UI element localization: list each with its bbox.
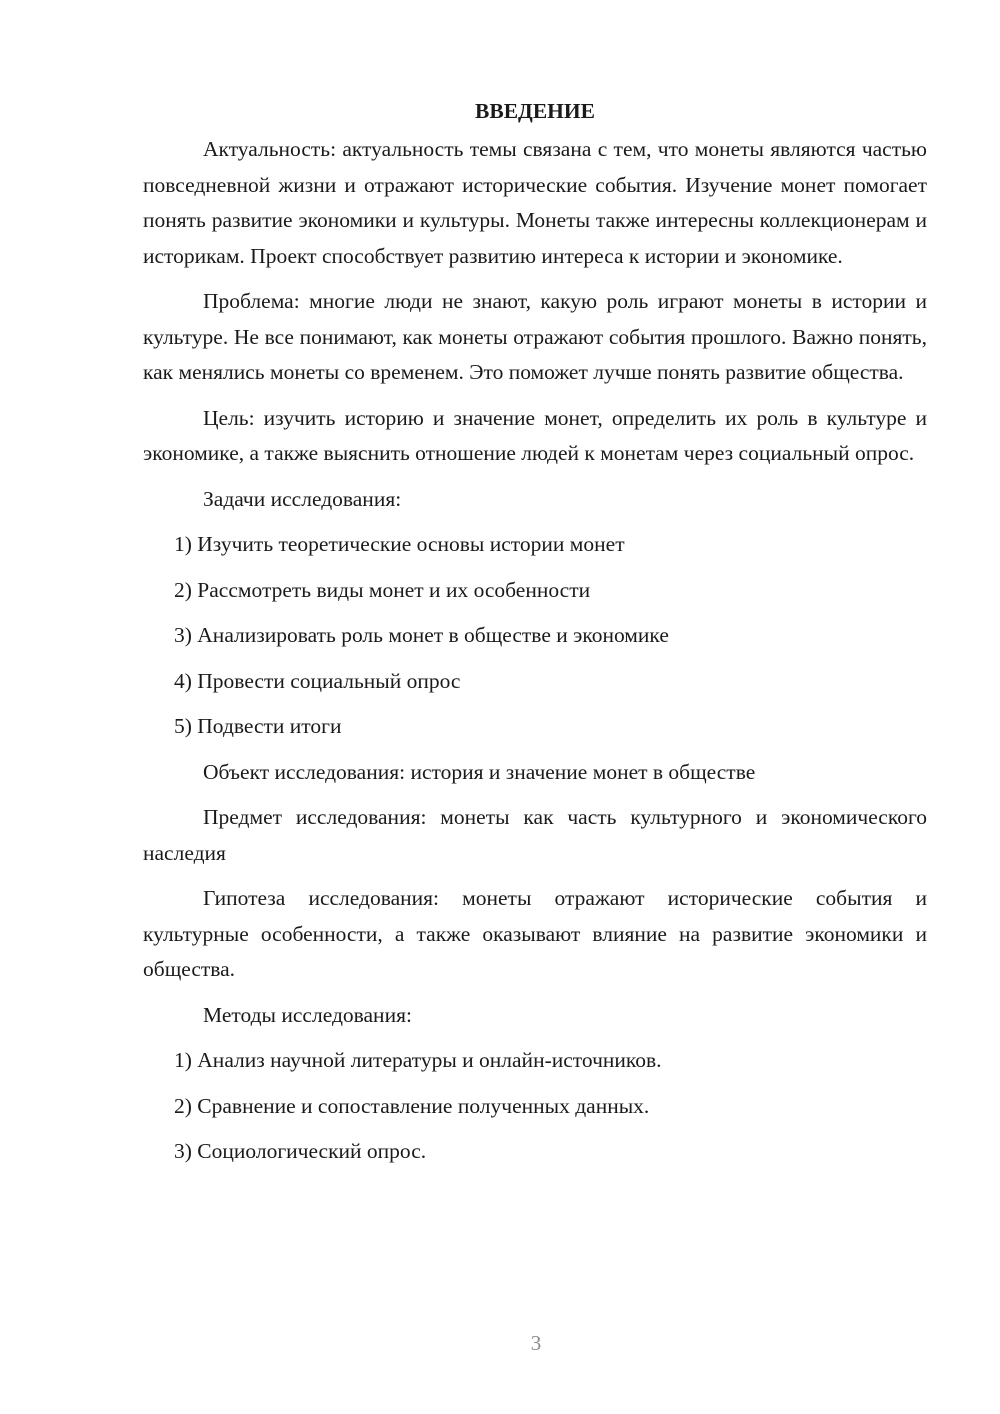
list-item: 5) Подвести итоги bbox=[174, 714, 342, 738]
document-page bbox=[143, 94, 927, 1180]
list-item: 3) Социологический опрос. bbox=[174, 1139, 427, 1163]
list-item: 1) Изучить теоретические основы истории монет bbox=[174, 532, 625, 556]
hypothesis-paragraph: Гипотеза исследования: монеты отражают исторические события и культурные особенности, а также оказывают влияние на развитие экономики и общества. bbox=[143, 886, 927, 981]
list-item: 2) Сравнение и сопоставление полученных данных. bbox=[174, 1093, 650, 1118]
tasks-heading: Задачи исследования: bbox=[203, 486, 402, 511]
relevance-paragraph: Актуальность: актуальность темы связана с тем, что монеты являются частью повседневной жизни и отражают исторические события. Изучение монет помогает понять развитие экономики и культуры. Монеты также интересны коллекционерам и историкам. Проект способствует развитию интереса к истории и экономике. bbox=[143, 137, 927, 268]
problem-paragraph: Проблема: многие люди не знают, какую роль играют монеты в истории и культуре. Не все понимают, как монеты отражают события прошлого. Важно понять, как менялись монеты со временем. Это поможет лучше понять развитие общества. bbox=[143, 289, 927, 384]
list-item: 4) Провести социальный опрос bbox=[174, 668, 461, 693]
list-item: 2) Рассмотреть виды монет и их особенности bbox=[174, 577, 591, 602]
list-item: 1) Анализ научной литературы и онлайн-источников. bbox=[174, 1048, 662, 1072]
goal-paragraph: Цель: изучить историю и значение монет, определить их роль в культуре и экономике, а также выяснить отношение людей к монетам через социальный опрос. bbox=[143, 405, 927, 465]
page-number: 3 bbox=[530, 1331, 542, 1355]
list-item: 3) Анализировать роль монет в обществе и экономике bbox=[174, 623, 669, 647]
tasks-list bbox=[143, 527, 927, 745]
page-title: ВВЕДЕНИЕ bbox=[475, 99, 595, 123]
methods-list bbox=[143, 1043, 927, 1170]
methods-heading: Методы исследования: bbox=[203, 1002, 412, 1027]
subject-paragraph: Предмет исследования: монеты как часть культурного и экономического наследия bbox=[143, 805, 927, 865]
object-paragraph: Объект исследования: история и значение монет в обществе bbox=[203, 759, 756, 784]
